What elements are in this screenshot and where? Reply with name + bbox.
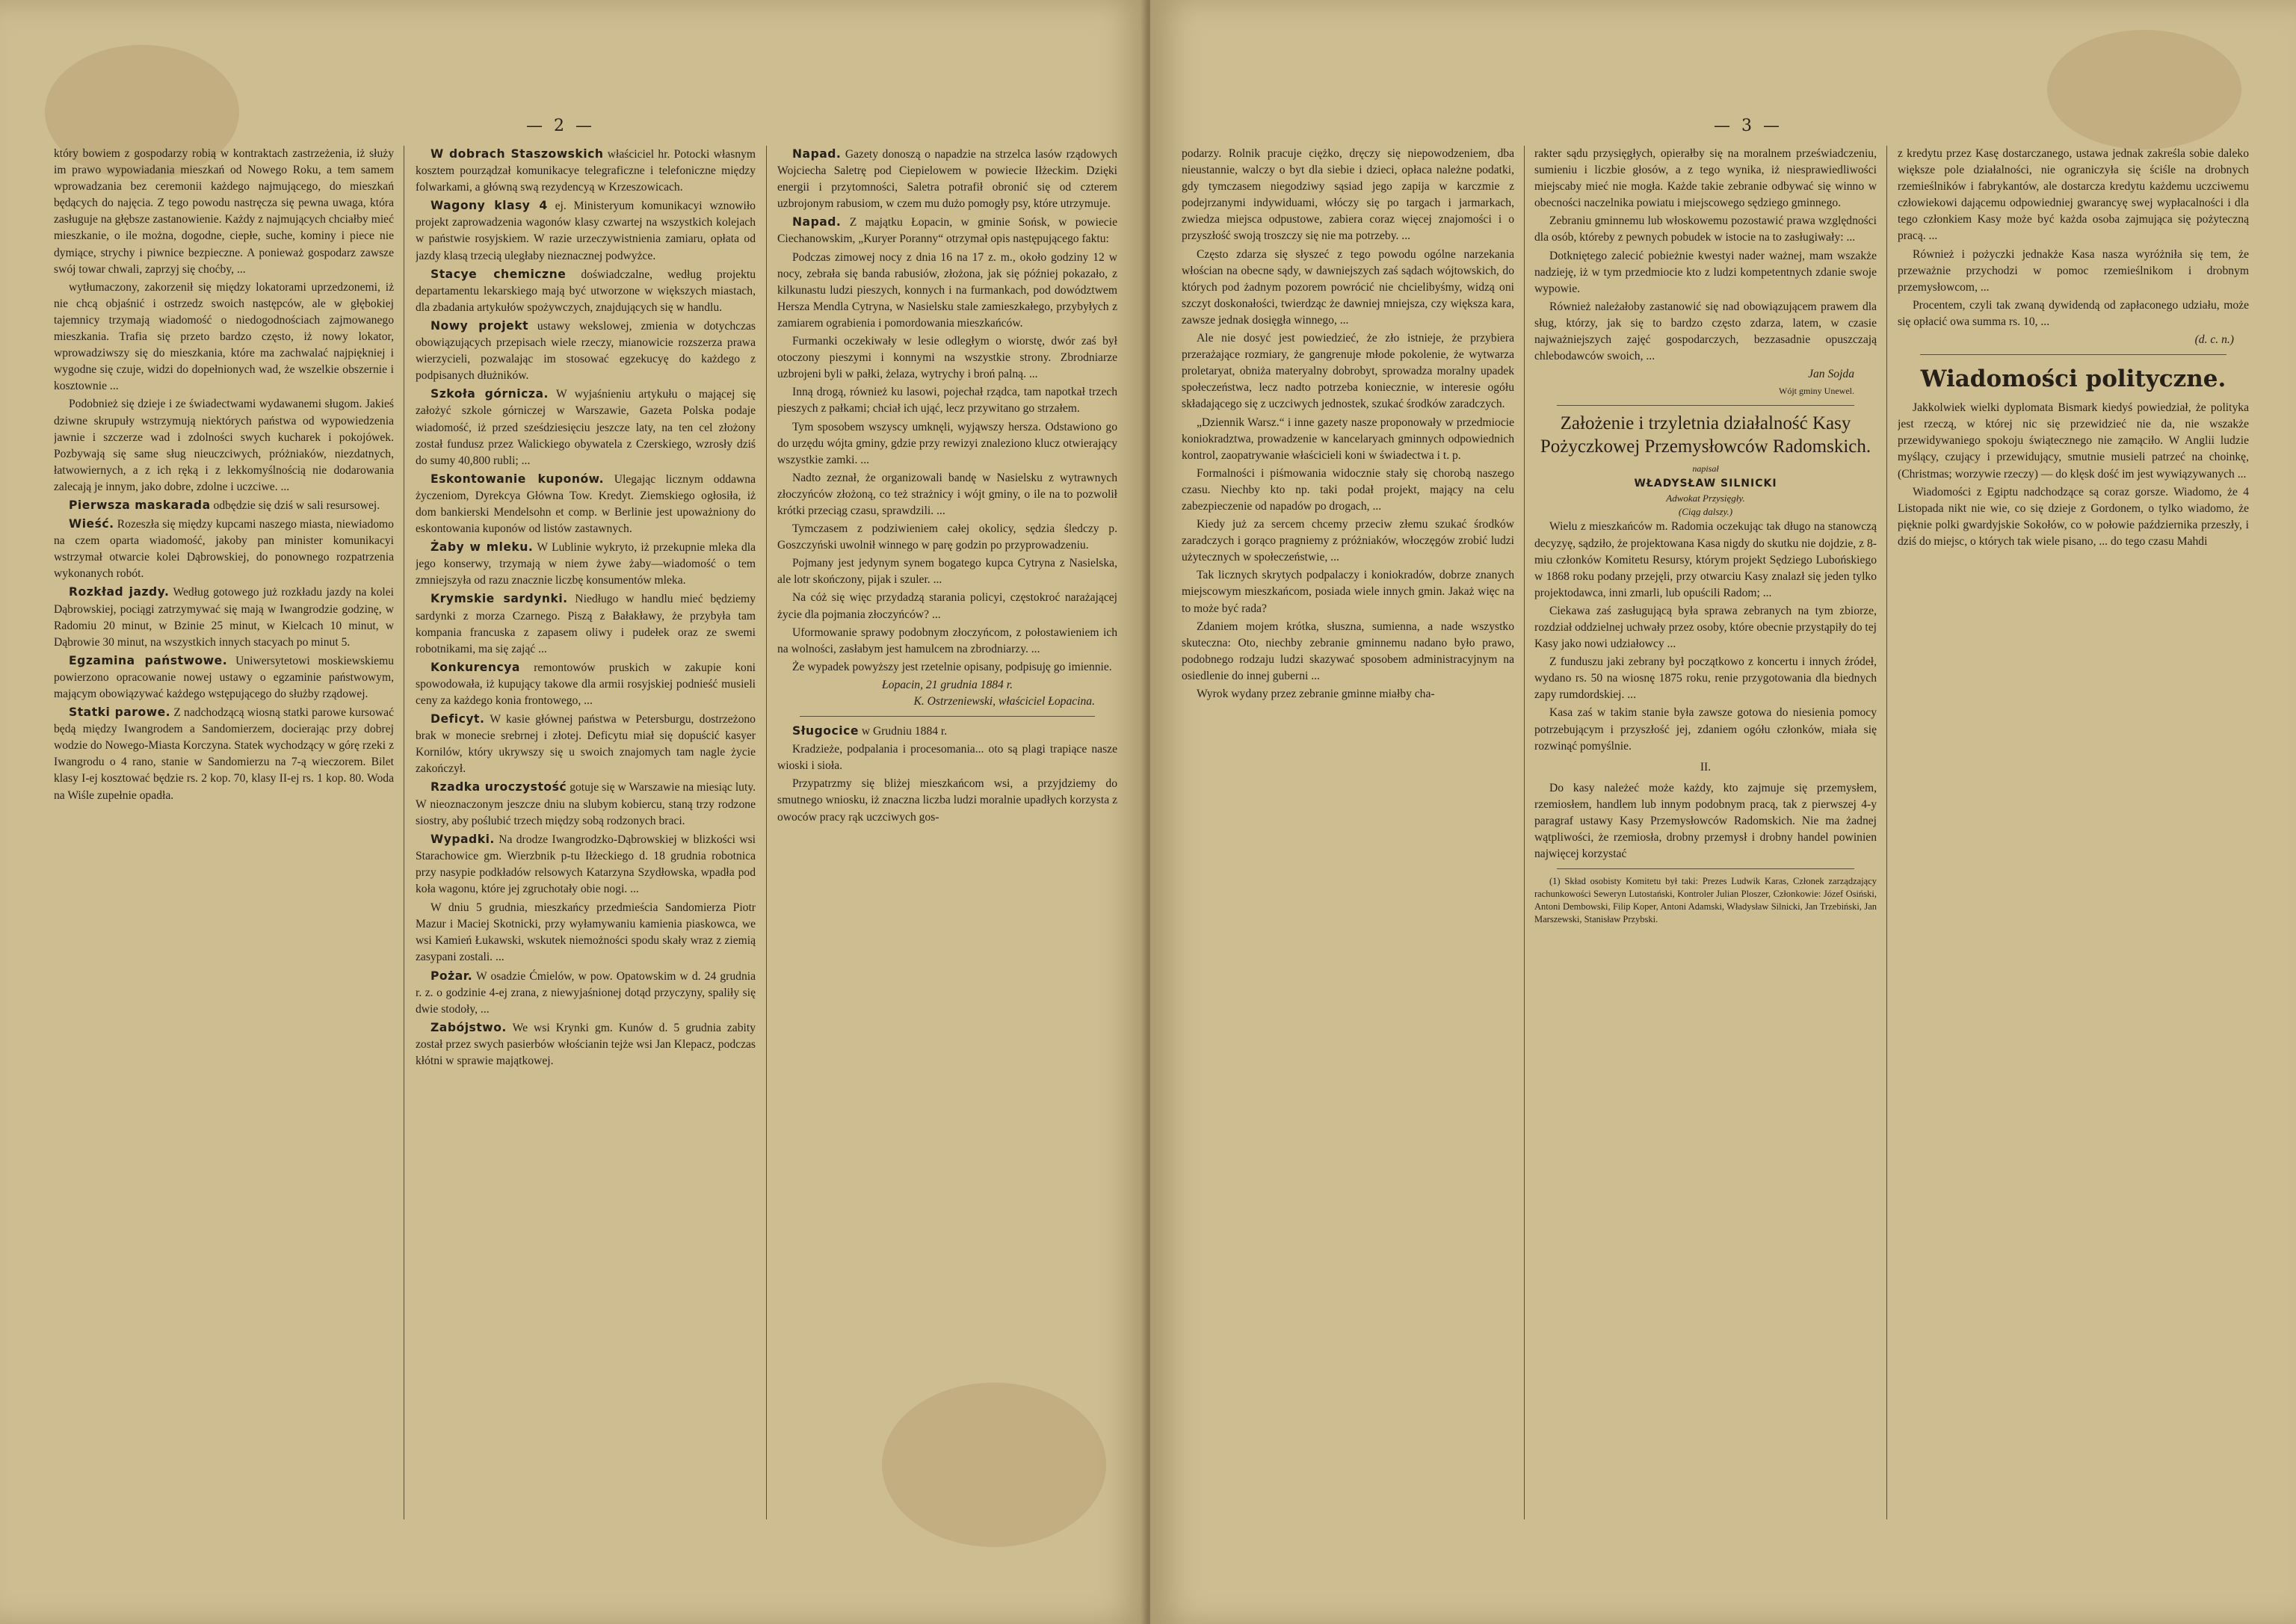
divider: [1557, 405, 1854, 406]
divider: [1920, 354, 2226, 355]
news-item: [416, 659, 756, 709]
news-item-heading: Wagony klasy 4: [430, 199, 548, 213]
signature-role: Wójt gminy Unewel.: [1779, 386, 1854, 397]
paragraph: Nadto zeznał, że organizowali bandę w Nasielsku z wytrawnych złoczyńców złożoną, co też strażnicy i wójt gminy, o ile na to pozwolił krótki przeciąg czasu, sprawdzili. ...: [777, 471, 1117, 517]
news-item-text: We wsi Krynki gm. Kunów d. 5 grudnia zabity został przez swych pasierbów włościanin tejże wsi Jan Klepacz, podczas kłótni w sprawie majątkowej.: [416, 1021, 756, 1067]
paragraph: (1) Skład osobisty Komitetu był taki: Prezes Ludwik Karas, Członek zarządzający rachunkowości Seweryn Lutostański, Kontroler Julian Ploszer, Członkowie: Józef Osiński, Antoni Dembowski, Filip Koper, Antoni Adamski, Władysław Silnicki, Jan Trzebiński, Jan Marszewski, Stanisław Przybski.: [1534, 876, 1877, 925]
news-item-text: gotuje się w Warszawie na miesiąc luty. W nieoznaczonym jeszcze dniu na slubym kobiercu, staną trzy rodzone siostry, aby poślubić trzech między sobą rodzonych braci.: [416, 781, 756, 827]
paragraph: Że wypadek powyższy jest rzetelnie opisany, podpisuję go imiennie.: [792, 660, 1112, 673]
paragraph: Dotkniętego zalecić pobieżnie kwestyi nader ważnej, mam wszakże nadzieję, iż w tym przedmiocie kto z ludzi kompetentnych zdanie swoje wypowie.: [1534, 249, 1877, 295]
news-item-heading: Deficyt.: [430, 712, 485, 726]
news-item: [777, 146, 1117, 212]
news-item-text: Z majątku Łopacin, w gminie Sońsk, w powiecie Ciechanowskim, „Kuryer Poranny“ otrzymał opis następującego faktu:: [777, 216, 1117, 246]
news-item: [416, 539, 756, 589]
left-column-3: [777, 146, 1117, 1527]
paragraph: Na cóż się więc przydadzą starania policyi, częstokroć narażającej życie dla pojmania złoczyńców? ...: [777, 591, 1117, 621]
news-item-heading: Napad.: [792, 215, 842, 229]
paragraph: Przypatrzmy się bliżej mieszkańcom wsi, a przyjdziemy do smutnego wniosku, iż znaczna liczba ludzi moralnie upadłych korzysta z owoców pracy rąk uczciwych gos-: [777, 777, 1117, 824]
paragraph: Tymczasem z podziwieniem całej okolicy, sędzia śledczy p. Goszczyński uwolnił winnego w parę godzin po przyprowadzeniu.: [777, 522, 1117, 552]
news-item-text: ustawy wekslowej, zmienia w dotychczas obowiązujących przepisach wiele rzeczy, mianowicie rozszerza prawa wierzycieli, pozwalając im stosować egzekucyę do każdego z podpisanych dłużników.: [416, 319, 756, 383]
paragraph: Często zdarza się słyszeć z tego powodu ogólne narzekania włościan na obecne sądy, w dawniejszych zaś sądach wójtowskich, do których pod żadnym pozorem powrócić nie chcielibyśmy, widzą oni szczyt doskonałości, twierdząc że dawniej mniejsza, czy większa kara, zawsze jednak dosięgła winnego, ...: [1182, 247, 1514, 327]
news-item: [416, 831, 756, 898]
paragraph: Również należałoby zastanowić się nad obowiązującem prawem dla sług, którzy, jak się to bardzo często zdarza, latem, w czasie najważniejszych zajęć gospodarczych, bezzasadnie opuszczają chlebodawców swoich, ...: [1534, 300, 1877, 363]
news-item: [416, 779, 756, 829]
paragraph: Inną drogą, również ku lasowi, pojechał rządca, tam napotkał trzech pieszych z pałkami; chciał ich ująć, lecz przywitano go strzałem.: [777, 386, 1117, 416]
divider: [1557, 868, 1854, 869]
paragraph: Podczas zimowej nocy z dnia 16 na 17 z. m., około godziny 12 w nocy, zebrała się banda rabusiów, złożona, jak się później pokazało, z kilkunastu ludzi pieszych, konnych i na furmankach, pod dowództwem Hersza Mendla Cytryna, w Nasielsku stale zamieszkałego, przybyłych z zamiarem ograbienia i pomordowania mieszkańców.: [777, 250, 1117, 330]
column-rule: [1886, 146, 1887, 1519]
signature: Jan Sojda: [1808, 368, 1854, 381]
news-item-text: właściciel hr. Potocki własnym kosztem pourządzał komunikacye telegraficzne i telefoniczne między folwarkami, a główną swą rezydencyą w Krzeszowicach.: [416, 148, 756, 194]
paragraph: wytłumaczony, zakorzenił się między lokatorami uprzedzonemi, iż nie chcą objaśnić i ostrzedz swoich następców, ale w głębokiej tajemnicy trzymają wiadomość o niedogodnościach zajmowanego mieszkania. Trafia się przeto bardzo często, iż nowy lokator, wprowadziwszy się do mieszkania, które ma zachwalać najpiękniej i wygodne się czuje, widzi do dopełnionych wad, że wszelkie obszernie i kosztownie ...: [54, 280, 394, 393]
paragraph: Uformowanie sprawy podobnym złoczyńcom, z połostawieniem ich na wolności, zasłabym jest hamulcem na zbrodniarzy. ...: [777, 626, 1117, 655]
news-item-text: Na drodze Iwangrodzko-Dąbrowskiej w blizkości wsi Starachowice gm. Wierzbnik p-tu Iłżeckiego d. 18 grudnia robotnica przy nasypie podkładów relsowych Katarzyna Szydłowska, wpadła pod koła wagonu, które jej zgruchotały obie nogi. ...: [416, 833, 756, 896]
news-item: [54, 516, 394, 582]
news-item: [777, 723, 1117, 740]
news-item: [54, 652, 394, 703]
news-item-text: w Grudniu 1884 r.: [861, 725, 948, 738]
news-item-text: W osadzie Ćmielów, w pow. Opatowskim w d. 24 grudnia r. z. o godzinie 4-ej zrana, z niewyjaśnionej dotąd przyczyny, spaliły się dwie stodoły, ...: [416, 969, 756, 1016]
paragraph: Wyrok wydany przez zebranie gminne miałby cha-: [1197, 688, 1435, 700]
news-item-heading: Egzamina państwowe.: [69, 653, 228, 667]
paragraph: Furmanki oczekiwały w lesie odległym o wiorstę, dwór zaś był otoczony pieszymi i konnymi na wszystkie strony. Zbrodniarze uzbrojeni byli w pałki, żelaza, wytrychy i broń palną. ...: [777, 335, 1117, 381]
news-item-text: Według gotowego już rozkładu jazdy na kolei Dąbrowskiej, pociągi zatrzymywać się mają w Iwangrodzie godzinę, w Radomiu 20 minut, w Bzinie 25 minut, w Kielcach 10 minut, w Dąbrowie 30 minut, na wszystkich innych stacyach po minut 5.: [54, 586, 394, 649]
continuation-mark: (d. c. n.): [2194, 333, 2234, 347]
right-page: [1148, 0, 2296, 1624]
left-column-2: [416, 146, 756, 1527]
paragraph: Wielu z mieszkańców m. Radomia oczekując tak długo na stanowczą decyzyę, sądziło, że projektowana Kasa nigdy do skutku nie dojdzie, z 8-miu członków Komitetu Resursy, którym projekt Sędziego Lubońskiego w 1868 roku podany przejęli, przy otwarciu Kasy znalazł się jeden tylko projektodawca, inni zmarli, lub opuścili Radom; ...: [1534, 520, 1877, 599]
news-item-heading: Pierwsza maskarada: [69, 498, 211, 512]
paragraph: Tym sposobem wszyscy umknęli, wyjąwszy hersza. Odstawiono go do urzędu wójta gminy, gdzie przy rewizyi znaleziono klucz otwierający wszystkie zamki. ...: [777, 420, 1117, 466]
news-item: [54, 584, 394, 650]
news-item-heading: Napad.: [792, 147, 842, 161]
signature: K. Ostrzeniewski, właściciel Łopacina.: [913, 695, 1095, 708]
news-item: [416, 1019, 756, 1069]
paragraph: Formalności i piśmowania widocznie stały się chorobą naszego czasu. Niechby kto np. taki podał projekt, mający na celu zabezpieczenie od napadów po drogach, ...: [1182, 466, 1514, 513]
news-item-heading: Statki parowe.: [69, 706, 171, 720]
news-item-text: W wyjaśnieniu artykułu o mającej się założyć szkole górniczej w Warszawie, Gazeta Polska podaje wiadomość, iż przed sześdziesięciu jeszcze laty, na ten cel złożony został fundusz przez Walickiego obywatela z Czerskiego, wzrosły dziś do sumy 40,800 rubli; ...: [416, 388, 756, 467]
article-continuation-note: (Ciąg dalszy.): [1678, 506, 1733, 518]
paragraph: Podobnież się dzieje i ze świadectwami wydawanemi sługom. Jakieś dziwne skrupuły wstrzymują niektórych państwa od wypowiedzenia jawnie i szczerze wad i zdolności swych kucharek i pokojówek. Pozbywają się same sług nieuczciwych, próżniaków, niezdatnych, łatwowiernych, a z ich ręką i z lekkomyślnością nie dodarowania zalecają je innym, jako dobre, zdolne i uczciwe. ...: [54, 398, 394, 493]
news-item: [416, 968, 756, 1018]
news-item-heading: Szkoła górnicza.: [430, 387, 549, 401]
news-item-text: Z nadchodzącą wiosną statki parowe kursować będą między Iwangrodem a Sandomierzem, docierając przy dobrej wodzie do Nowego-Miasta Korczyna. Statek wychodzący w górę rzeki z Iwangrodu o 4 rano, stanie w Sandomierzu na 7-ą wieczorem. Bilet klasy I-ej kosztować będzie rs. 2 kop. 70, klasy II-ej rs. 1 kop. 80. Woda na Wiśle zupełnie opadła.: [54, 706, 394, 802]
news-item: [777, 214, 1117, 247]
news-item-heading: Rozkład jazdy.: [69, 585, 170, 599]
news-item-heading: Wypadki.: [430, 832, 495, 846]
paragraph: Kradzieże, podpalania i procesomania... oto są plagi trapiące nasze wioski i sioła.: [777, 743, 1117, 773]
paragraph: Tak licznych skrytych podpalaczy i koniokradów, dobrze znanych miejscowym mieszkańcom, posiada wiele innych gmin. Jakaż więc na to może być rada?: [1182, 569, 1514, 615]
news-item: [54, 497, 394, 514]
news-item: [416, 146, 756, 196]
paragraph: Jakkolwiek wielki dyplomata Bismark kiedyś powiedział, że polityka jest rzeczą, w której nic się przewidzieć nie da, nie wszakże przewidywaniego spokoju świątecznego nie zamąciło. W Anglii ludzie myślący, czujący i przewidujący, smutnie musieli patrzeć na choinkę, (Christmas; worzywie rzeczy) — do klęsk dość im jest wywiązywanych ...: [1898, 401, 2249, 481]
paragraph: Do kasy należeć może każdy, kto zajmuje się przemysłem, rzemiosłem, handlem lub innym podobnym pracą, tak z pierwszej 4-y paragraf ustawy Kasy Przemysłowców Radomskich. Nie ma żadnej wątpliwości, że rzemiosła, drobny przemysł i drobny handel powinien najwięcej korzystać: [1534, 781, 1877, 861]
news-item-text: ej. Ministeryum komunikacyi wznowiło projekt zaprowadzenia wagonów klasy czwartej na wszystkich kolejach w państwie rosyjskiem. W razie urzeczywistnienia zamiaru, opłata od jazdy klasą trzecią uległaby nieznacznej podwyżce.: [416, 200, 756, 262]
page-number: — 3 —: [1714, 117, 1783, 135]
page-number: — 2 —: [526, 117, 595, 135]
column-rule: [1524, 146, 1525, 1519]
paragraph: podarzy. Rolnik pracuje ciężko, dręczy się niepowodzeniem, dba nieustannie, walczy o byt dla siebie i dzieci, opłaca należne podatki, gdy tymczasem niegodziwy sąsiad jego zapija w karczmie z podejrzanymi indywiduami, włóczy się po targach i jarmarkach, zwiedza miejsca odpustowe, zabiera coraz więcej znajomości i o przyszłość swoją troszczy się nie ma potrzeby. ...: [1182, 147, 1514, 243]
news-item-heading: Nowy projekt: [430, 318, 529, 333]
news-item-heading: Stacye chemiczne: [430, 267, 567, 281]
article-title: Założenie i trzyletnia działalność Kasy Pożyczkowej Przemysłowców Radomskich.: [1540, 413, 1871, 457]
paragraph: z kredytu przez Kasę dostarczanego, ustawa jednak zakreśla sobie daleko większe pole działalności, nie ograniczyła się ściśle na drobnych rzemieślników i fabrykantów, ale dostarcza kredytu każdemu uczciwemu człowiekowi dającemu odpowiedniej gwarancyę swej wypłacalności i dla tego członkiem Kasy może być każda osoba zajmująca się pożyteczną pracą. ...: [1898, 147, 2249, 243]
news-item-text: Ulegając licznym oddawna życzeniom, Dyrekcya Główna Tow. Kredyt. Ziemskiego ogłosiła, iż dom bankierski Mendelsohn et comp. w Berlinie jest upoważniony do eskontowania kuponów od listów zastawnych.: [416, 472, 756, 536]
news-item-heading: Żaby w mleku.: [430, 540, 534, 555]
column-rule: [766, 146, 767, 1519]
news-item-text: remontowów pruskich w zakupie koni spowodowała, iż kupujący takowe dla armii rosyjskiej podnieść musieli ceny za każdego konia frontowego, ...: [416, 661, 756, 707]
news-item-heading: Eskontowanie kuponów.: [430, 472, 605, 486]
news-item-text: W Lublinie wykryto, iż przekupnie mleka dla jego konserwy, trzymają w niem żywe żaby—wiadomość o tem zmniejszyła od razu znacznie liczbę konsumentów mleka.: [416, 541, 756, 587]
news-item: [416, 899, 756, 966]
paragraph: Ciekawa zaś zasługującą była sprawa zebranych na tym zbiorze, rozdział oddzielnej uchwały przez osoby, które obecnie przystąpiły do tej Kasy jako nowi udziałowcy ...: [1534, 604, 1877, 651]
news-item-heading: Pożar.: [430, 969, 473, 983]
paragraph: Ale nie dosyć jest powiedzieć, że zło istnieje, że przybiera przerażające rozmiary, że gangrenuje młode pokolenie, że wytwarza proletaryat, obniża materyalny dobrobyt, sprowadza moralny upadek społeczeństwa, lecz nadto potrzeba koniecznie, w interesie ogółu składającego się z uczciwych jednostek, szukać środków zaradczych.: [1182, 332, 1514, 411]
paragraph: który bowiem z gospodarzy robią w kontraktach zastrzeżenia, iż służy im prawo wypowiadania mieszkań od Nowego Roku, a tem samem wprowadzania bez ceremonii każdego najmującego, do mieszkań będących do najęcia. Z tego powodu nastręcza się pewna uwaga, która zasługuje na głębsze zastanowienie. Każdy z najmujących chciałby mieć mieszkanie, o ile można, dogodne, ciepłe, suche, kominy i piece nie dymiące, strychy i piwnice bezpieczne. A ponieważ gospodarz zawsze swój towar chwali, zaprzyj się choćby, ...: [54, 147, 394, 276]
left-column-1: [54, 146, 394, 1527]
news-item-heading: Rzadka uroczystość: [430, 780, 567, 794]
news-item-heading: Wieść.: [69, 517, 114, 531]
news-item-text: W kasie głównej państwa w Petersburgu, dostrzeżono brak w monecie srebrnej i złotej. Deficytu miał się dopuścić kasyer Kornilów, który ukrywszy się u swoich znajomych tam nagle życie zakończył.: [416, 713, 756, 776]
news-item-text: Uniwersytetowi moskiewskiemu powierzono opracowanie nowej ustawy o egzaminie państwowym, mającym obowiązywać każdego wstępującego do służby rządowej.: [54, 654, 394, 700]
news-item: [416, 711, 756, 777]
paragraph: Zebraniu gminnemu lub włoskowemu pozostawić prawa względności dla osób, któreby z pewnych pobudek w istocie na to zasługiwały: ...: [1534, 214, 1877, 244]
right-column-2: [1534, 146, 1877, 1527]
paragraph: Procentem, czyli tak zwaną dywidendą od zapłaconego udziału, może się opłacić owa summa rs. 10, ...: [1898, 298, 2249, 328]
news-item: [416, 386, 756, 469]
news-item-text: doświadczalne, według projektu departamentu lekarskiego mają być utworzone w większych miastach, dla zbadania artykułów spożywczych, znajdujących się w handlu.: [416, 268, 756, 314]
news-item-heading: Sługocice: [792, 724, 859, 738]
paragraph: Kasa zaś w takim stanie była zawsze gotowa do niesienia pomocy potrzebującym i przyszłość jej, zdaniem ogółu członków, miała się rozwinąć pomyślnie.: [1534, 706, 1877, 753]
news-item: [416, 471, 756, 537]
news-item-text: odbędzie się dziś w sali resursowej.: [213, 498, 380, 512]
paragraph: rakter sądu przysięgłych, opierałby się na moralnem przeświadczeniu, sumieniu i liczbie głosów, a z tego wynika, iż niesprawiedliwości miejscaby mieć nie mogła. Każde takie zebranie odbywać się winno w obecności naczelnika powiatu i miejscowego sędziego gminnego.: [1534, 147, 1877, 210]
article-author: WŁADYSŁAW SILNICKI: [1634, 478, 1777, 490]
news-item-text: W dniu 5 grudnia, mieszkańcy przedmieścia Sandomierza Piotr Mazur i Maciej Skotnicki, przy wyłamywaniu kamienia piaskowca, we wsi Kamień Łukawski, wskutek niemożności spodu skały wraz z ziemią zasypani zostali. ...: [416, 901, 756, 964]
right-column-1: [1182, 146, 1514, 1527]
article-author-role: Adwokat Przysięgły.: [1666, 493, 1745, 504]
news-item-text: Rozeszła się między kupcami naszego miasta, niewiadomo na czem oparta wiadomość, jakoby pan minister komunikacyi wstrzymał otwarcie kolei Dąbrowskiej, do ponownego rozpatrzenia wykonanych robót.: [54, 518, 394, 581]
section-heading: Wiadomości polityczne.: [1920, 365, 2226, 393]
news-item-text: Niedługo w handlu mieć będziemy sardynki z morza Czarnego. Piszą z Bałakławy, że przybyła tam kompania francuska z zapasem oliwy i pudełek oraz ze swemi robotnikami, ma się zająć ...: [416, 593, 756, 655]
paragraph: Również i pożyczki jednakże Kasa nasza wyróżniła się tem, że przeważnie przychodzi w pomoc rzemieślnikom i drobnym przemysłowcom, ...: [1898, 247, 2249, 294]
news-item-text: Gazety donoszą o napadzie na strzelca lasów rządowych Wojciecha Saletrę pod Ciepielowem w powiecie Iłżeckim. Dzięki energii i przytomności, Saletra potrafił obronić się od czterem uzbrojonym rabusiom, w czem mu dużo pomogły psy, które utrzymuje.: [777, 148, 1117, 211]
news-item: [416, 318, 756, 384]
news-item-heading: Krymskie sardynki.: [430, 592, 568, 606]
news-item: [416, 266, 756, 316]
section-number: II.: [1700, 760, 1712, 774]
paragraph: „Dziennik Warsz.“ i inne gazety nasze proponowały w przedmiocie koniokradztwa, prowadzenie w kancelaryach gminnych odpowiednich kontrol, zaopatrywanie właścicieli koni w świadectwa i t. p.: [1182, 416, 1514, 462]
paragraph: Z funduszu jaki zebrany był początkowo z koncertu i innych źródeł, wydano rs. 50 na wiosnę 1875 roku, renie przygotowania dla biednych zapy rumdordskiej. ...: [1534, 655, 1877, 702]
news-item-heading: W dobrach Staszowskich: [430, 147, 604, 161]
news-item: [54, 704, 394, 804]
news-item-heading: Konkurencya: [430, 660, 520, 674]
article-byline-label: napisał: [1692, 463, 1719, 475]
paragraph: Zdaniem mojem krótka, słuszna, sumienna, a nade wszystko skuteczna: Oto, niechby zebranie gminnemu nadano było prawo, podobnego rodzaju ludzi skazywać sposobem administracyjnym na osiedlenie do innej guberni ...: [1182, 620, 1514, 682]
paragraph: Wiadomości z Egiptu nadchodzące są coraz gorsze. Wiadomo, że 4 Listopada nikt nie wie, co się dzieje z Gordonem, o tylko wiadomo, że pięknie polki gwardyjskie Sokołów, co w połowie października przeszły, i dziś do miejsc, o których tak wiele pisano, ... do tego czasu Mahdi: [1898, 485, 2249, 548]
news-item-heading: Zabójstwo.: [430, 1020, 507, 1034]
dateline: Łopacin, 21 grudnia 1884 r.: [881, 678, 1013, 691]
news-item: [416, 197, 756, 264]
divider: [800, 716, 1095, 717]
news-item: [416, 590, 756, 657]
right-column-3: [1898, 146, 2249, 1527]
paragraph: Pojmany jest jedynym synem bogatego kupca Cytryna z Nasielska, ale lotr skończony, pijak i szuler. ...: [777, 557, 1117, 587]
paragraph: Kiedy już za sercem chcemy przeciw złemu szukać środków zaradczych i gorąco pragniemy z próżniaków, włoczęgów zrobić ludzi użytecznych w społeczeństwie, ...: [1182, 518, 1514, 564]
paper-stain: [2047, 30, 2241, 149]
